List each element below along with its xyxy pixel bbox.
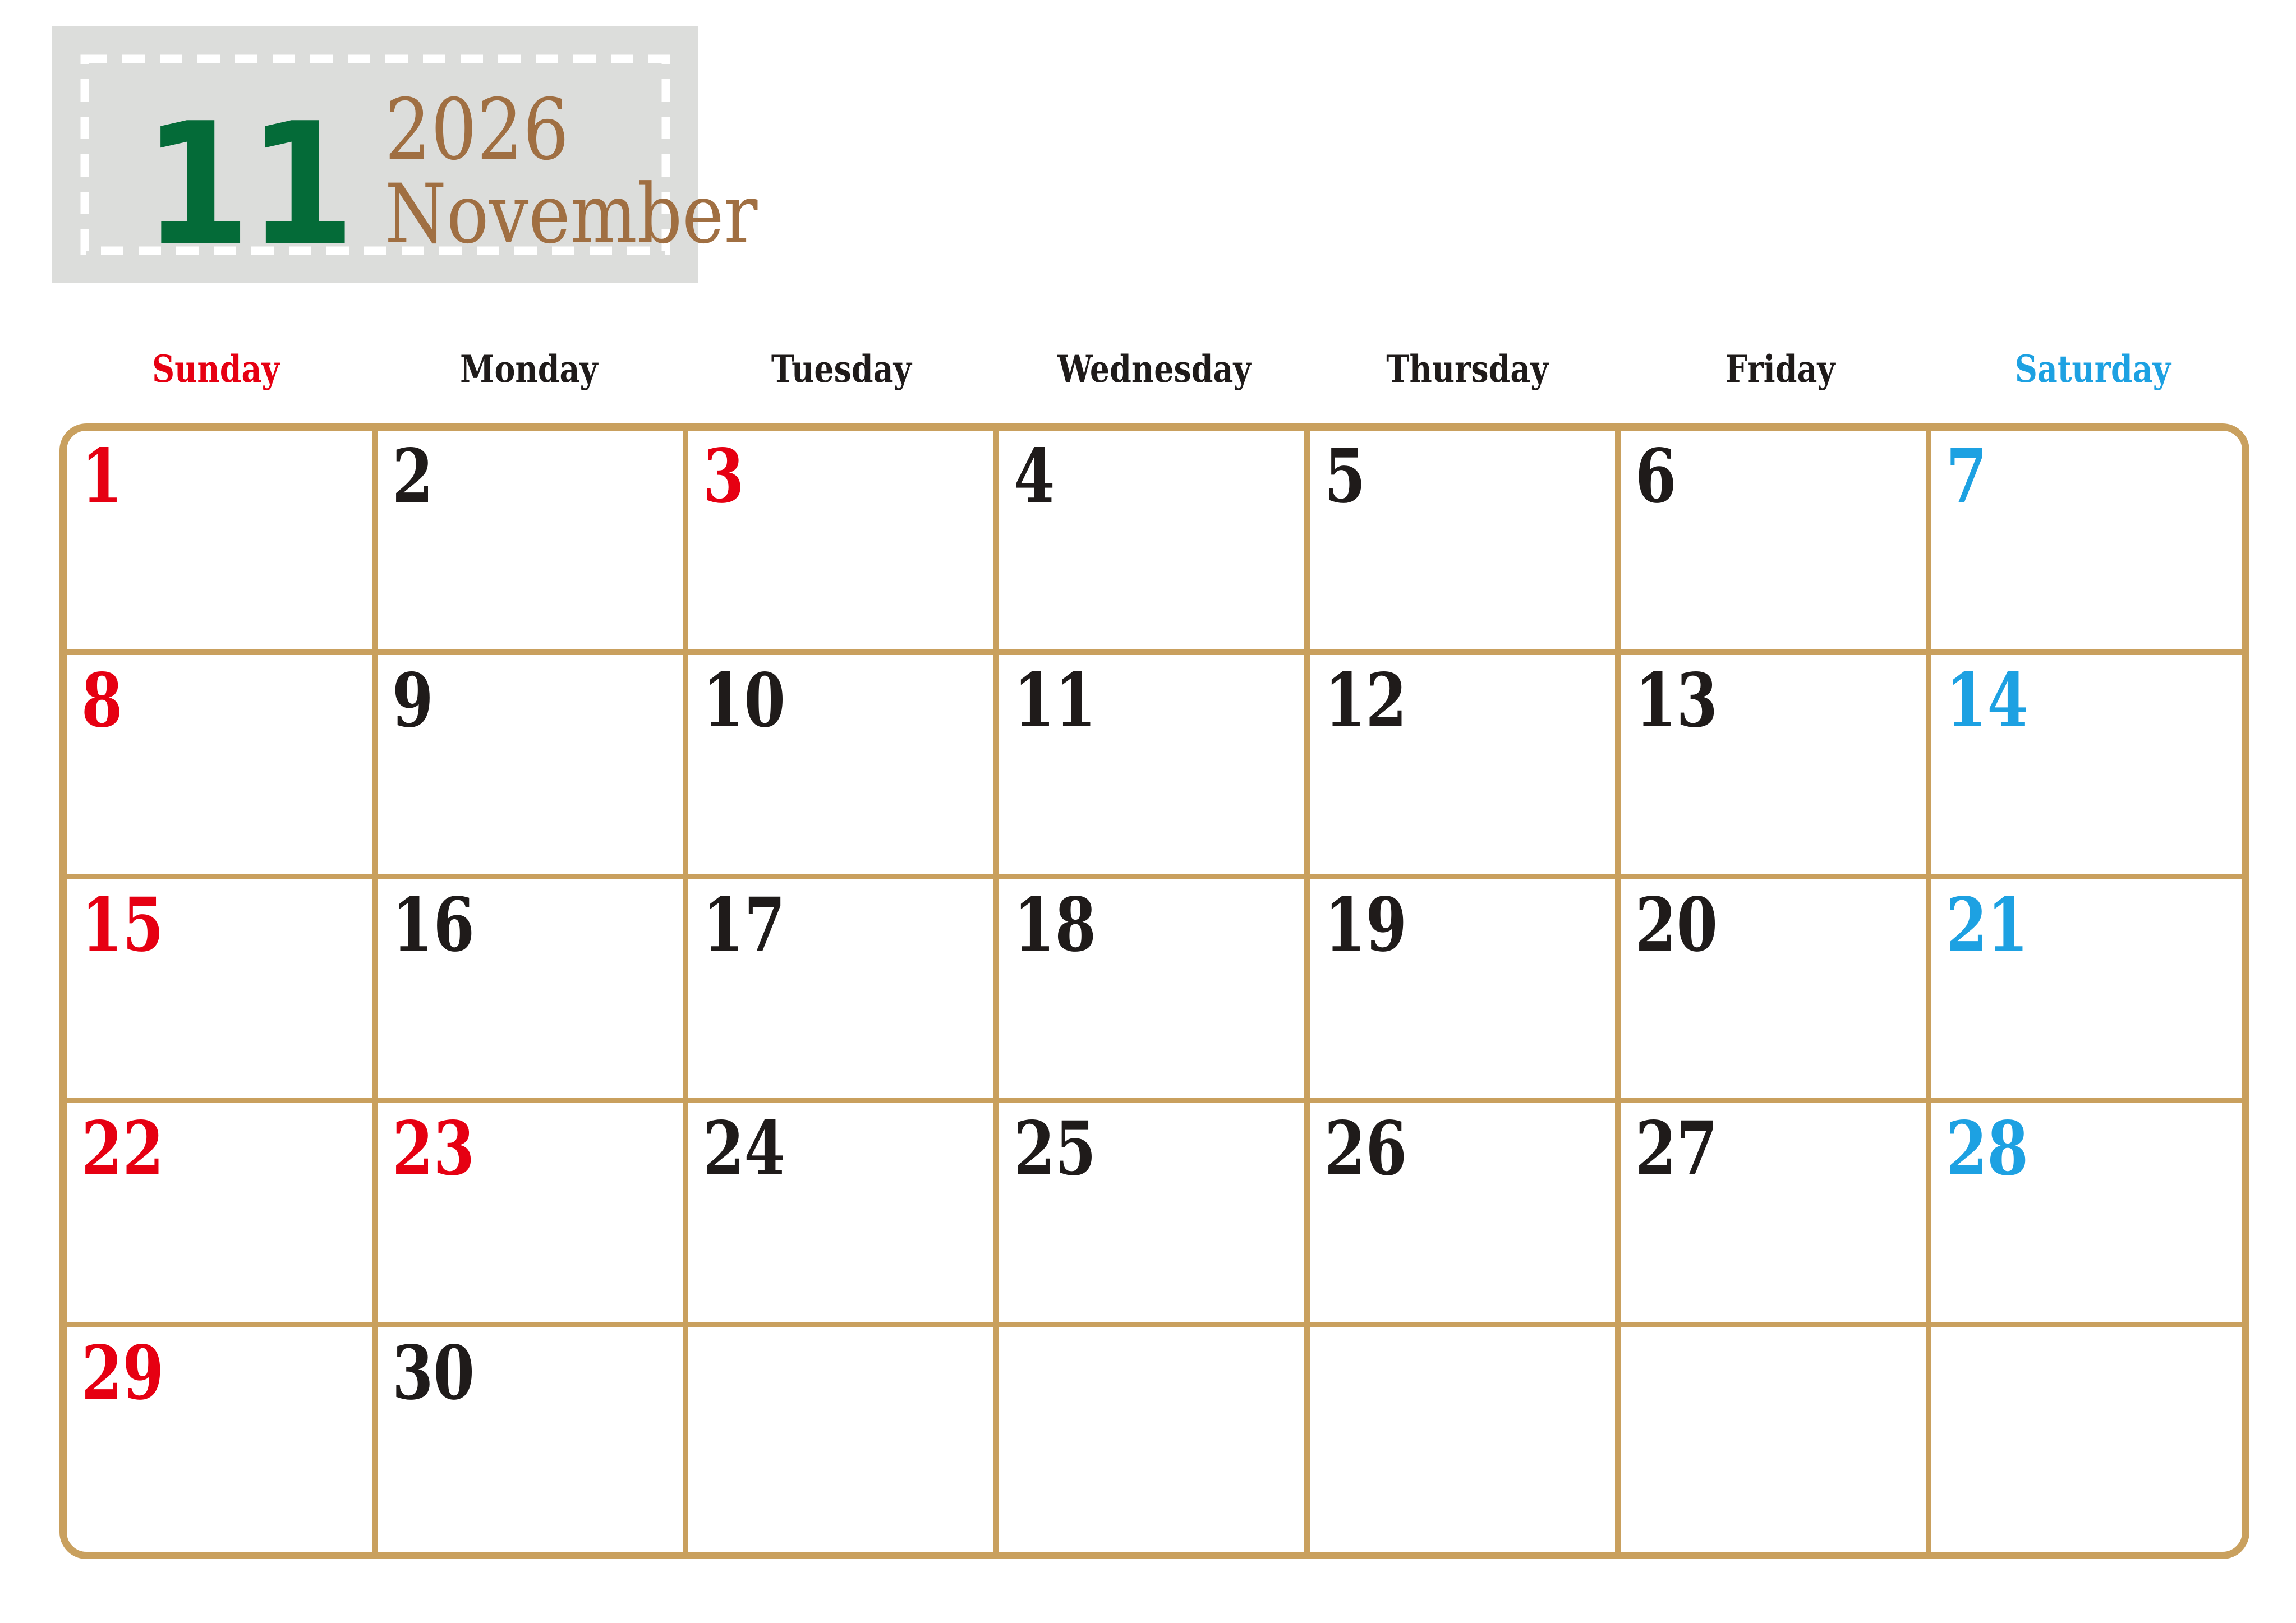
day-number: 28 <box>1946 1105 2028 1193</box>
year-month-block <box>385 81 818 262</box>
weekday-label-sunday: Sunday <box>152 347 280 391</box>
day-cell-25 <box>999 1103 1310 1327</box>
day-cell-28 <box>1931 1103 2242 1327</box>
calendar-grid <box>59 423 2249 1559</box>
day-number: 15 <box>81 881 164 969</box>
month-number: 11 <box>143 87 353 283</box>
day-cell-empty-3 <box>1310 1327 1621 1552</box>
day-number: 4 <box>1014 433 1055 520</box>
day-cell-4 <box>999 431 1310 655</box>
day-number: 27 <box>1635 1105 1718 1193</box>
month-header-box <box>52 26 758 283</box>
day-cell-empty-5 <box>1931 1327 2242 1552</box>
day-number: 5 <box>1324 433 1366 520</box>
day-cell-6 <box>1621 431 1931 655</box>
day-number: 29 <box>81 1330 164 1417</box>
day-cell-16 <box>378 879 688 1104</box>
day-number: 25 <box>1014 1105 1096 1193</box>
day-number: 16 <box>392 881 475 969</box>
day-cell-27 <box>1621 1103 1931 1327</box>
day-cell-15 <box>67 879 378 1104</box>
day-cell-9 <box>378 655 688 879</box>
day-number: 13 <box>1635 657 1718 744</box>
day-cell-11 <box>999 655 1310 879</box>
weekday-label-friday: Friday <box>1725 347 1835 391</box>
day-number: 12 <box>1324 657 1407 744</box>
day-number: 23 <box>392 1105 475 1193</box>
day-cell-empty-1 <box>688 1327 999 1552</box>
day-number: 6 <box>1635 433 1677 520</box>
year-label: 2026 <box>385 81 569 179</box>
day-cell-14 <box>1931 655 2242 879</box>
day-cell-10 <box>688 655 999 879</box>
day-number: 11 <box>1014 657 1096 744</box>
day-cell-23 <box>378 1103 688 1327</box>
month-header-content <box>143 81 818 283</box>
day-cell-26 <box>1310 1103 1621 1327</box>
day-cell-7 <box>1931 431 2242 655</box>
day-number: 24 <box>703 1105 785 1193</box>
day-number: 20 <box>1635 881 1718 969</box>
day-number: 30 <box>392 1330 475 1417</box>
day-number: 9 <box>392 657 434 744</box>
day-number: 21 <box>1946 881 2028 969</box>
day-number: 1 <box>81 433 123 520</box>
day-number: 3 <box>703 433 744 520</box>
day-cell-17 <box>688 879 999 1104</box>
weekday-label-thursday: Thursday <box>1386 347 1549 391</box>
day-number: 19 <box>1324 881 1407 969</box>
day-cell-3 <box>688 431 999 655</box>
day-number: 14 <box>1946 657 2028 744</box>
day-cell-13 <box>1621 655 1931 879</box>
day-cell-1 <box>67 431 378 655</box>
day-cell-20 <box>1621 879 1931 1104</box>
day-number: 10 <box>703 657 785 744</box>
day-number: 7 <box>1946 433 1987 520</box>
day-cell-empty-4 <box>1621 1327 1931 1552</box>
month-name-label: November <box>385 167 758 262</box>
day-cell-24 <box>688 1103 999 1327</box>
day-cell-29 <box>67 1327 378 1552</box>
day-cell-5 <box>1310 431 1621 655</box>
day-cell-8 <box>67 655 378 879</box>
day-cell-22 <box>67 1103 378 1327</box>
weekday-label-wednesday: Wednesday <box>1057 347 1251 391</box>
day-number: 22 <box>81 1105 164 1193</box>
weekday-label-tuesday: Tuesday <box>771 347 912 391</box>
day-number: 18 <box>1014 881 1096 969</box>
weekday-label-saturday: Saturday <box>2015 347 2171 391</box>
day-cell-19 <box>1310 879 1621 1104</box>
day-cell-12 <box>1310 655 1621 879</box>
day-number: 2 <box>392 433 434 520</box>
weekday-label-monday: Monday <box>459 347 598 391</box>
day-cell-18 <box>999 879 1310 1104</box>
day-number: 26 <box>1324 1105 1407 1193</box>
day-cell-21 <box>1931 879 2242 1104</box>
day-number: 8 <box>81 657 123 744</box>
day-cell-30 <box>378 1327 688 1552</box>
day-cell-2 <box>378 431 688 655</box>
day-number: 17 <box>703 881 785 969</box>
weekday-header-row <box>59 335 2249 403</box>
day-cell-empty-2 <box>999 1327 1310 1552</box>
